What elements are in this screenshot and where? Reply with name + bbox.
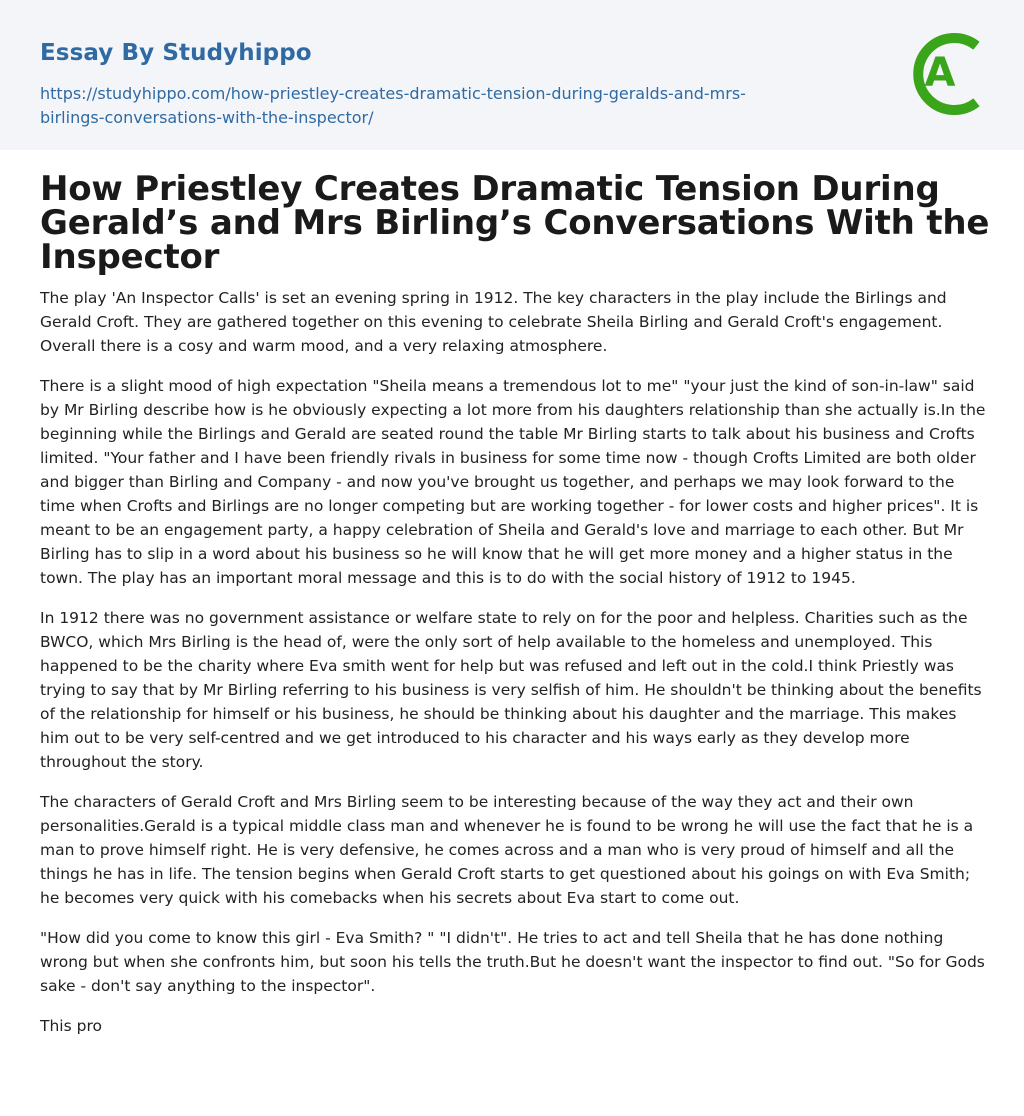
site-header — [0, 0, 1024, 150]
paragraph-2: There is a slight mood of high expectation "Sheila means a tremendous lot to me" "your just the kind of son-in-law" said by Mr Birling describe how is he obviously expecting a lot more from his daughters relationship than she actually is.In the beginning while the Birlings and Gerald are seated round the table Mr Birling starts to talk about his business and Crofts limited. "Your father and I have been friendly rivals in business for some time now - though Crofts Limited are both older and bigger than Birling and Company - and now you've brought us together, and perhaps we may look forward to the time when Crofts and Birlings are no longer competing but are working together - for lower costs and higher prices". It is meant to be an engagement party, a happy celebration of Sheila and Gerald's love and marriage to each other. But Mr Birling has to slip in a word about his business so he will know that he will get more money and a higher status in the town. The play has an important moral message and this is to do with the social history of 1912 to 1945. — [40, 377, 986, 587]
article-url-link[interactable]: https://studyhippo.com/how-priestley-creates-dramatic-tension-during-geralds-and-mrs-birlings-conversations-with-the-inspector/ — [40, 84, 746, 127]
paragraph-6: This pro — [40, 1017, 102, 1035]
article-body — [40, 169, 990, 1038]
paragraph-5: "How did you come to know this girl - Eva Smith? " "I didn't". He tries to act and tell Sheila that he has done nothing wrong but when she confronts him, but soon his tells the truth.But he doesn't want the inspector to find out. "So for Gods sake - don't say anything to the inspector". — [40, 929, 985, 995]
paragraph-3: In 1912 there was no government assistance or welfare state to rely on for the poor and helpless. Charities such as the BWCO, which Mrs Birling is the head of, were the only sort of help available to the homeless and unemployed. This happened to be the charity where Eva smith went for help but was refused and left out in the cold.I think Priestly was trying to say that by Mr Birling referring to his business is very selfish of him. He shouldn't be thinking about the benefits of the relationship for himself or his business, he should be thinking about his daughter and the marriage. This makes him out to be very self-centred and we get introduced to his character and his ways early as they develop more throughout the story. — [40, 609, 982, 771]
studyhippo-logo-icon[interactable] — [896, 24, 996, 124]
logo-letter: A — [924, 50, 956, 96]
article-title: How Priestley Creates Dramatic Tension During Gerald’s and Mrs Birling’s Conversations With the Inspector — [40, 169, 990, 277]
paragraph-1: The play 'An Inspector Calls' is set an evening spring in 1912. The key characters in the play include the Birlings and Gerald Croft. They are gathered together on this evening to celebrate Sheila Birling and Gerald Croft's engagement. Overall there is a cosy and warm mood, and a very relaxing atmosphere. — [40, 289, 947, 355]
paragraph-4: The characters of Gerald Croft and Mrs Birling seem to be interesting because of the way they act and their own personalities.Gerald is a typical middle class man and whenever he is found to be wrong he will use the fact that he is a man to prove himself right. He is very defensive, he comes across and a man who is very proud of himself and all the things he has in life. The tension begins when Gerald Croft starts to get questioned about his goings on with Eva Smith; he becomes very quick with his comebacks when his secrets about Eva start to come out. — [40, 793, 974, 907]
site-brand[interactable]: Essay By Studyhippo — [40, 40, 312, 66]
